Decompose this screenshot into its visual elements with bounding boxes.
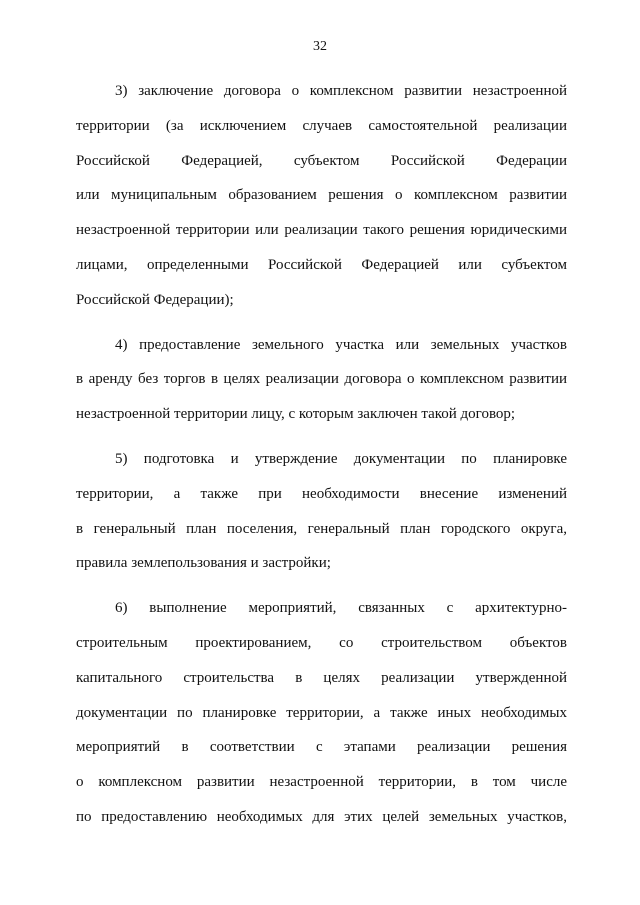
text-line: правила землепользования и застройки; (76, 555, 331, 572)
text-line: лицами, определенными Российской Федерацией или субъектом (76, 256, 567, 273)
paragraph-item-5 (76, 442, 567, 581)
paragraph-item-6 (76, 591, 567, 835)
text-line: в генеральный план поселения, генеральный план городского округа, (76, 520, 567, 537)
text-line: или муниципальным образованием решения о комплексном развитии (76, 187, 567, 204)
text-line: о комплексном развитии незастроенной территории, в том числе (76, 774, 567, 791)
paragraph-item-4 (76, 328, 567, 432)
text-line: Российской Федерации); (76, 291, 234, 308)
text-line: мероприятий в соответствии с этапами реализации решения (76, 739, 567, 756)
text-line: в аренду без торгов в целях реализации договора о комплексном развитии (76, 371, 567, 388)
page-number: 32 (313, 39, 327, 54)
text-line: строительным проектированием, со строительством объектов (76, 634, 567, 651)
text-line: 5) подготовка и утверждение документации по планировке (115, 450, 567, 467)
text-line: территории (за исключением случаев самостоятельной реализации (76, 117, 567, 134)
text-line: документации по планировке территории, а также иных необходимых (76, 704, 567, 721)
text-line: Российской Федерацией, субъектом Российской Федерации (76, 152, 567, 169)
text-line: незастроенной территории или реализации такого решения юридическими (76, 222, 567, 239)
text-line: 4) предоставление земельного участка или земельных участков (115, 336, 567, 353)
text-line: капитального строительства в целях реализации утвержденной (76, 669, 567, 686)
text-line: 3) заключение договора о комплексном развитии незастроенной (115, 83, 567, 99)
text-line: по предоставлению необходимых для этих целей земельных участков, (76, 808, 567, 825)
text-line: 6) выполнение мероприятий, связанных с архитектурно- (115, 600, 567, 617)
text-line: незастроенной территории лицу, с которым заключен такой договор; (76, 406, 516, 423)
document-body (76, 74, 567, 845)
paragraph-item-3 (76, 74, 567, 318)
text-line: территории, а также при необходимости внесение изменений (76, 485, 567, 502)
